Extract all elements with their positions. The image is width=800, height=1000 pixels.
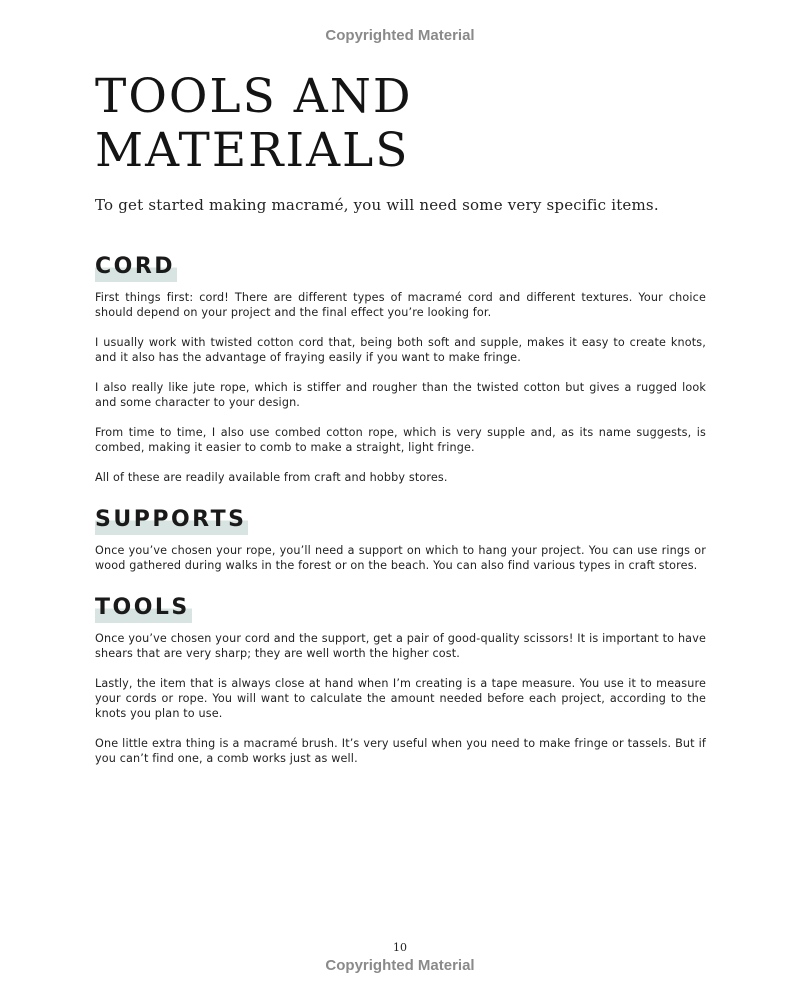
section-heading-cord: CORD — [95, 252, 177, 282]
page-title — [95, 70, 706, 178]
section-heading-supports: SUPPORTS — [95, 505, 248, 535]
section-tools — [95, 593, 706, 766]
paragraph: Lastly, the item that is always close at hand when I’m creating is a tape measure. You use it to measure your cords or rope. You will want to calculate the amount needed before each project, according to the knots you plan to use. — [95, 677, 706, 720]
page-content — [95, 70, 706, 766]
paragraph: I also really like jute rope, which is stiffer and rougher than the twisted cotton but gives a rugged look and some character to your design. — [95, 381, 706, 409]
copyright-watermark-bottom: Copyrighted Material — [325, 957, 475, 974]
page-subtitle: To get started making macramé, you will need some very specific items. — [95, 196, 659, 214]
section-supports — [95, 505, 706, 573]
page-number: 10 — [393, 941, 407, 954]
section-heading-tools: TOOLS — [95, 593, 192, 623]
copyright-watermark-top: Copyrighted Material — [325, 27, 475, 44]
page-title-line-1: TOOLS AND — [95, 69, 413, 124]
paragraph: I usually work with twisted cotton cord that, being both soft and supple, makes it easy to create knots, and it also has the advantage of fraying easily if you want to make fringe. — [95, 336, 706, 364]
paragraph: First things first: cord! There are different types of macramé cord and different textures. Your choice should depend on your project and the final effect you’re looking for. — [95, 291, 706, 319]
section-cord — [95, 252, 706, 485]
paragraph: One little extra thing is a macramé brush. It’s very useful when you need to make fringe or tassels. But if you can’t find one, a comb works just as well. — [95, 737, 706, 765]
paragraph: Once you’ve chosen your rope, you’ll need a support on which to hang your project. You can use rings or wood gathered during walks in the forest or on the beach. You can also find various types in craft stores. — [95, 544, 706, 572]
paragraph: From time to time, I also use combed cotton rope, which is very supple and, as its name suggests, is combed, making it easier to comb to make a straight, light fringe. — [95, 426, 706, 454]
paragraph: All of these are readily available from craft and hobby stores. — [95, 471, 448, 484]
page-title-line-2: MATERIALS — [95, 123, 410, 178]
paragraph: Once you’ve chosen your cord and the support, get a pair of good-quality scissors! It is important to have shears that are very sharp; they are well worth the higher cost. — [95, 632, 706, 660]
